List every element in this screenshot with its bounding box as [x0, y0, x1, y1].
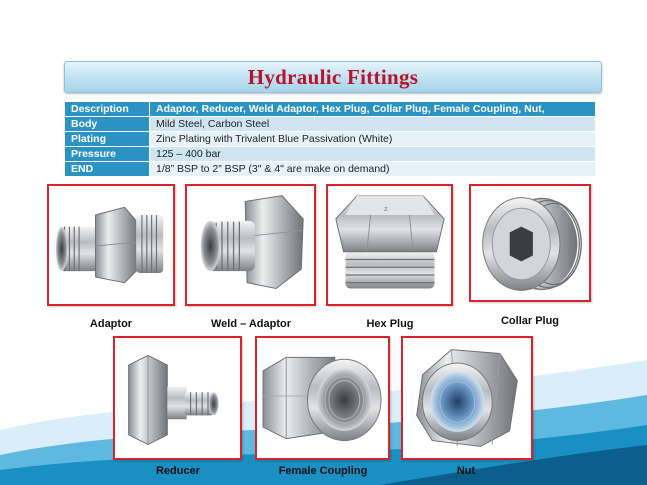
spec-label: Description	[65, 102, 150, 117]
spec-value: Adaptor, Reducer, Weld Adaptor, Hex Plug, Collar Plug, Female Coupling, Nut,	[150, 102, 596, 117]
spec-value: 125 – 400 bar	[150, 147, 596, 162]
collar-plug-caption: Collar Plug	[500, 315, 560, 327]
nut-fitting-image	[403, 338, 531, 458]
spec-value: 1/8” BSP to 2” BSP (3" & 4" are make on demand)	[150, 162, 596, 177]
reducer-caption: Reducer	[155, 465, 201, 477]
spec-label: Plating	[65, 132, 150, 147]
hex-plug-fitting-image	[328, 186, 451, 304]
adaptor-caption: Adaptor	[89, 318, 133, 330]
female-coupling-fitting-image	[257, 338, 388, 458]
specification-table	[64, 101, 596, 177]
collar-plug-card[interactable]	[469, 184, 591, 302]
page-title: Hydraulic Fittings	[247, 64, 419, 89]
female-coupling-caption: Female Coupling	[278, 465, 368, 477]
spec-label: END	[65, 162, 150, 177]
spec-row-body	[65, 117, 596, 132]
spec-value: Zinc Plating with Trivalent Blue Passivation (White)	[150, 132, 596, 147]
spec-label: Pressure	[65, 147, 150, 162]
spec-row-pressure	[65, 147, 596, 162]
weld-adaptor-card[interactable]	[185, 184, 316, 306]
spec-value: Mild Steel, Carbon Steel	[150, 117, 596, 132]
svg-text:Z: Z	[384, 207, 388, 214]
hex-plug-caption: Hex Plug	[366, 318, 414, 330]
female-coupling-card[interactable]	[255, 336, 390, 460]
adaptor-fitting-image	[49, 186, 173, 304]
reducer-card[interactable]	[113, 336, 242, 460]
nut-caption: Nut	[456, 465, 476, 477]
spec-row-description	[65, 102, 596, 117]
spec-row-end	[65, 162, 596, 177]
weld-adaptor-caption: Weld – Adaptor	[210, 318, 292, 330]
spec-row-plating	[65, 132, 596, 147]
spec-label: Body	[65, 117, 150, 132]
collar-plug-fitting-image	[471, 186, 589, 300]
weld-adaptor-fitting-image	[187, 186, 314, 304]
hex-plug-card[interactable]	[326, 184, 453, 306]
adaptor-card[interactable]	[47, 184, 175, 306]
title-banner	[64, 61, 602, 93]
nut-card[interactable]	[401, 336, 533, 460]
reducer-fitting-image	[115, 338, 240, 458]
